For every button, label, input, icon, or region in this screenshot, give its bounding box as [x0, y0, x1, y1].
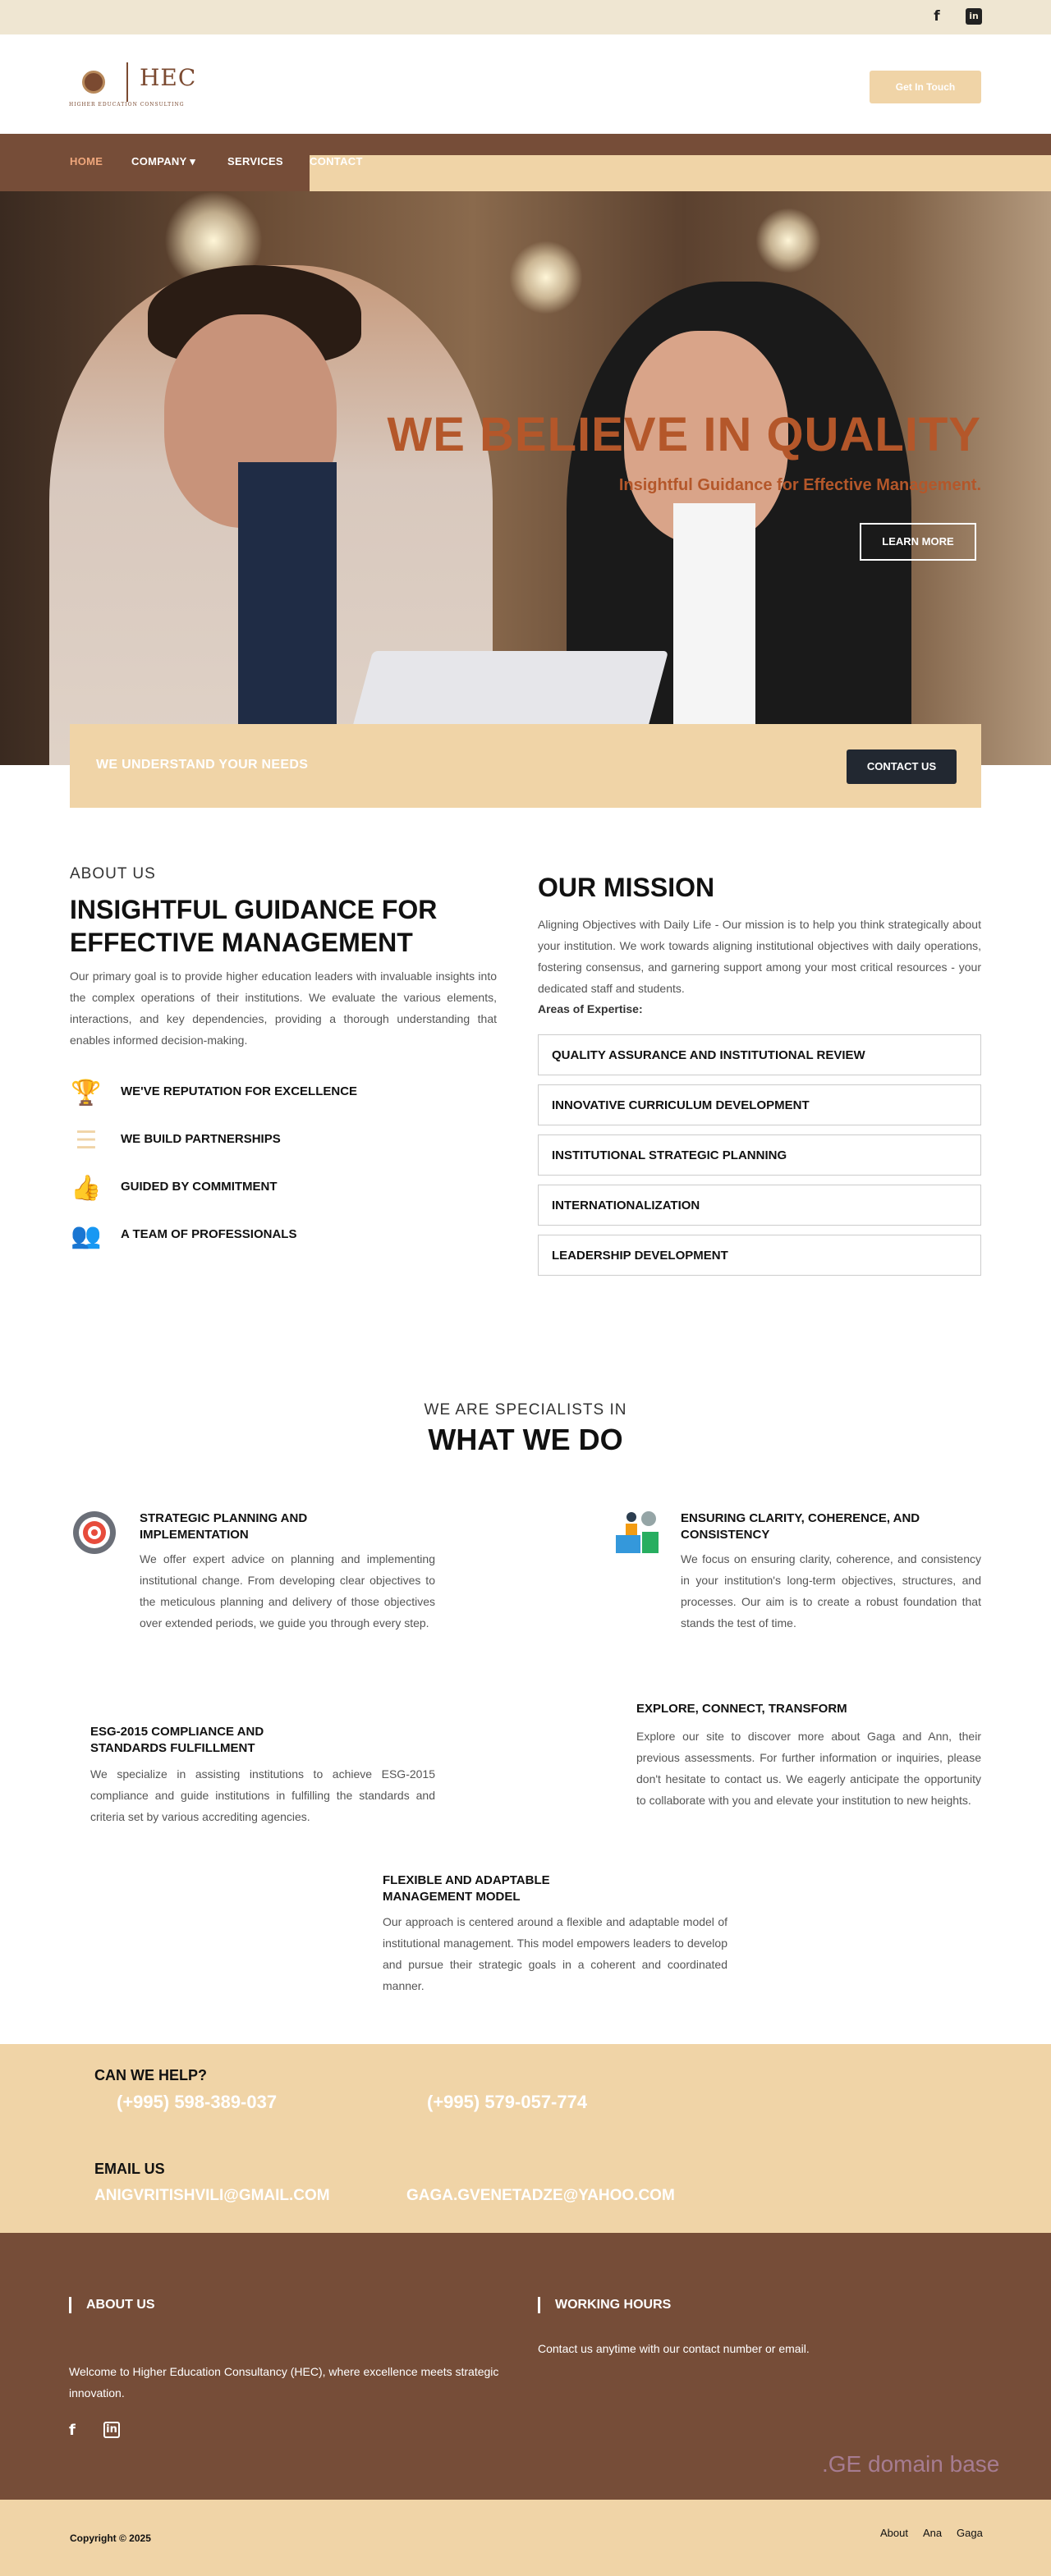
- thumbs-up-icon: 👍: [71, 1174, 102, 1203]
- mission-text: Aligning Objectives with Daily Life - Our mission is to help you think strategically about your institution. We work towards aligning institutional objectives with daily operations, fostering consensus, and garnering support among your most critical resources - your dedicated staff and students.: [538, 918, 981, 995]
- mission-title: OUR MISSION: [538, 873, 715, 902]
- nav-company[interactable]: COMPANY ▾: [131, 155, 196, 167]
- globe-icon: [82, 71, 105, 94]
- service-text: Our approach is centered around a flexible and adaptable model of institutional management. This model empowers leaders to develop and pursue their strategic goals in a coherent and coordinated manner.: [383, 1915, 727, 1992]
- top-bar: [0, 0, 1051, 34]
- needs-banner: [70, 724, 981, 808]
- expertise-item[interactable]: [538, 1034, 981, 1075]
- feature-label: WE BUILD PARTNERSHIPS: [121, 1132, 281, 1146]
- needs-text: WE UNDERSTAND YOUR NEEDS: [96, 758, 309, 772]
- footer-link-about[interactable]: About: [880, 2527, 908, 2539]
- trophy-icon: 🏆: [71, 1079, 102, 1107]
- service-title: STRATEGIC PLANNING AND IMPLEMENTATION: [140, 1511, 308, 1542]
- feature-label: GUIDED BY COMMITMENT: [121, 1180, 278, 1194]
- service-text: We specialize in assisting institutions to achieve ESG-2015 compliance and guide institutions in fulfilling the standards and criteria set by various accrediting agencies.: [90, 1767, 435, 1823]
- services-label: WE ARE SPECIALISTS IN: [424, 1401, 627, 1419]
- service-title: ENSURING CLARITY, COHERENCE, AND CONSISTENCY: [681, 1511, 920, 1542]
- footer-hours-title: WORKING HOURS: [538, 2297, 671, 2313]
- email-label: EMAIL US: [94, 2161, 165, 2177]
- hero-subtitle: Insightful Guidance for Effective Management.: [618, 476, 981, 494]
- footer-about-title: ABOUT US: [69, 2297, 155, 2313]
- lamp-light: [509, 241, 583, 314]
- copyright: Copyright © 2025: [70, 2532, 151, 2544]
- hero-photo-shirt: [238, 462, 337, 765]
- phone-2[interactable]: (+995) 579-057-774: [427, 2092, 588, 2112]
- feature-item: [70, 1075, 480, 1108]
- target-gear-icon: [69, 1507, 120, 1558]
- facebook-icon[interactable]: f: [69, 2422, 76, 2439]
- expertise-label: QUALITY ASSURANCE AND INSTITUTIONAL REVIEW: [552, 1048, 865, 1062]
- services-title: WHAT WE DO: [428, 1423, 623, 1456]
- footer-link-ana[interactable]: Ana: [923, 2527, 943, 2539]
- phone-1[interactable]: (+995) 598-389-037: [117, 2092, 278, 2112]
- domain-badge[interactable]: .GE domain base: [822, 2451, 1000, 2477]
- about-title: INSIGHTFUL GUIDANCE FOR EFFECTIVE MANAGEMENT: [70, 895, 438, 957]
- contact-band: [0, 2044, 1051, 2233]
- lamp-light: [755, 208, 821, 273]
- linkedin-icon[interactable]: in: [103, 2422, 120, 2438]
- service-title: ESG-2015 COMPLIANCE AND STANDARDS FULFILLMENT: [90, 1725, 264, 1755]
- service-title: EXPLORE, CONNECT, TRANSFORM: [636, 1702, 847, 1716]
- service-text: We offer expert advice on planning and implementing institutional change. From developing clear objectives to the meticulous planning and delivery of those objectives over extended periods, we guide you through every step.: [140, 1552, 435, 1629]
- main-nav: [0, 134, 1051, 191]
- feature-label: A TEAM OF PROFESSIONALS: [121, 1227, 297, 1241]
- expertise-label: INTERNATIONALIZATION: [552, 1199, 700, 1212]
- contact-us-button[interactable]: CONTACT US: [847, 749, 957, 784]
- feature-item: [70, 1218, 480, 1251]
- site-logo[interactable]: [69, 59, 209, 108]
- expertise-label: INSTITUTIONAL STRATEGIC PLANNING: [552, 1148, 787, 1162]
- expertise-item[interactable]: [538, 1235, 981, 1276]
- learn-more-button[interactable]: LEARN MORE: [860, 523, 976, 561]
- nav-home[interactable]: HOME: [70, 155, 103, 167]
- service-text: Explore our site to discover more about Gaga and Ann, their previous assessments. For further information or inquiries, please don't hesitate to contact us. We eagerly anticipate the opportunity to collaborate with you and elevate your institution to new heights.: [636, 1730, 981, 1807]
- site-footer: [0, 2233, 1051, 2500]
- service-text: We focus on ensuring clarity, coherence, and consistency in your institution's long-term objectives, structures, and processes. Our aim is to create a robust foundation that stands the test of time.: [681, 1552, 981, 1629]
- feature-label: WE'VE REPUTATION FOR EXCELLENCE: [121, 1084, 358, 1098]
- feature-item: [70, 1171, 480, 1203]
- users-icon: 👥: [71, 1222, 102, 1250]
- sliders-icon: ☰: [75, 1126, 98, 1155]
- expertise-label: LEADERSHIP DEVELOPMENT: [552, 1249, 728, 1263]
- expertise-item[interactable]: [538, 1134, 981, 1176]
- help-label: CAN WE HELP?: [94, 2067, 207, 2083]
- email-2[interactable]: GAGA.GVENETADZE@YAHOO.COM: [406, 2187, 675, 2204]
- email-1[interactable]: ANIGVRITISHVILI@GMAIL.COM: [94, 2187, 330, 2204]
- nav-contact[interactable]: CONTACT: [310, 155, 1051, 344]
- areas-label: Areas of Expertise:: [538, 1002, 643, 1015]
- feature-item: [70, 1123, 480, 1156]
- hero-banner: [0, 191, 1051, 765]
- bottom-bar: [0, 2500, 1051, 2576]
- footer-link-gaga[interactable]: Gaga: [957, 2527, 983, 2539]
- about-text: Our primary goal is to provide higher education leaders with invaluable insights into the complex operations of their institutions. We evaluate the various elements, interactions, and key dependencies, providing a thorough understanding that enables informed decision-making.: [70, 969, 497, 1047]
- linkedin-icon[interactable]: in: [966, 8, 982, 25]
- about-label: ABOUT US: [70, 865, 156, 882]
- site-header: [0, 34, 1051, 134]
- expertise-item[interactable]: [538, 1185, 981, 1226]
- hero-title: WE BELIEVE IN QUALITY: [387, 408, 981, 461]
- expertise-label: INNOVATIVE CURRICULUM DEVELOPMENT: [552, 1098, 810, 1112]
- get-in-touch-button[interactable]: Get In Touch: [870, 71, 981, 103]
- service-title: FLEXIBLE AND ADAPTABLE MANAGEMENT MODEL: [383, 1873, 550, 1904]
- facebook-icon[interactable]: f: [934, 8, 940, 25]
- logo-subtitle: HIGHER EDUCATION CONSULTING: [69, 102, 185, 108]
- logo-divider: [126, 62, 128, 102]
- puzzle-person-icon: [613, 1507, 663, 1558]
- footer-about-text: Welcome to Higher Education Consultancy (HEC), where excellence meets strategic innovation.: [69, 2365, 499, 2400]
- footer-hours-text: Contact us anytime with our contact number or email.: [538, 2342, 810, 2355]
- nav-services[interactable]: SERVICES: [227, 155, 283, 167]
- logo-text: HEC: [140, 64, 197, 91]
- expertise-item[interactable]: [538, 1084, 981, 1125]
